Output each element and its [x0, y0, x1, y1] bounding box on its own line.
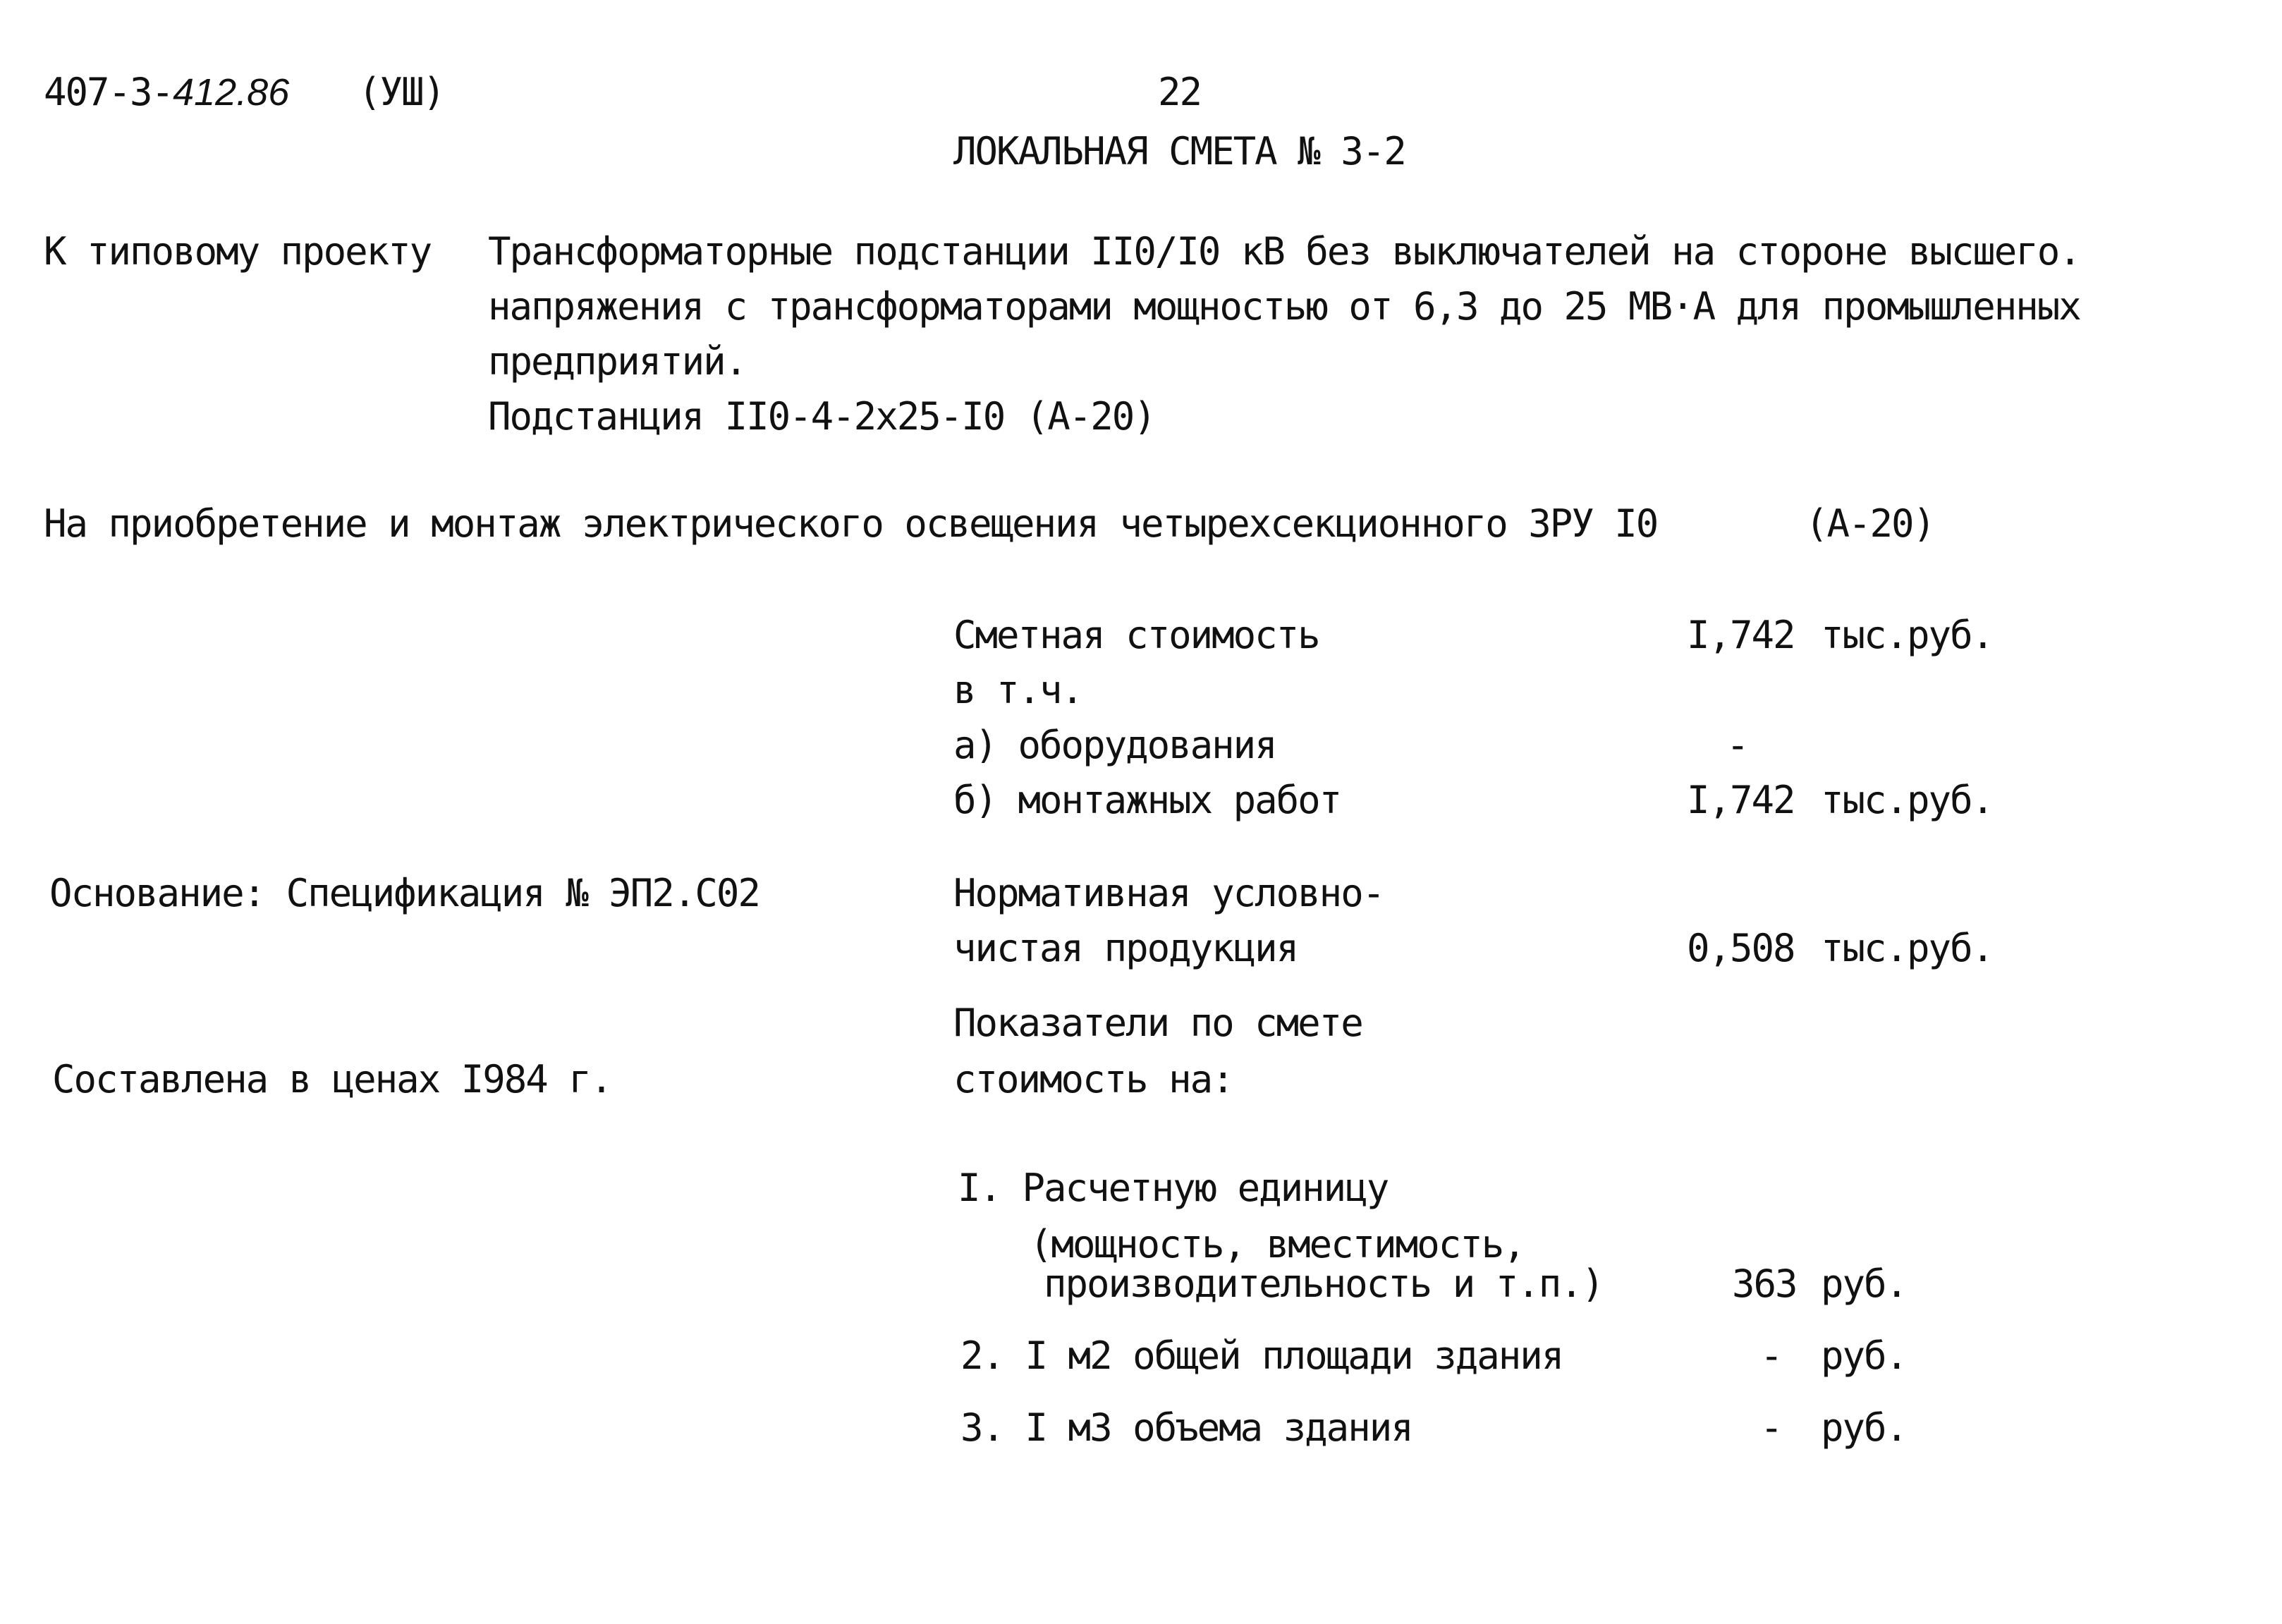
indicator-1-label: I. Расчетную единицу: [958, 1166, 1389, 1210]
indicator-1-value: 363: [1732, 1262, 1797, 1306]
indicator-1-sub-line-1: (мощность, вместимость,: [1030, 1222, 1525, 1266]
purpose-code: (А-20): [1805, 501, 1935, 546]
indicator-1-sub-line-2: производительность и т.п.): [1044, 1262, 1604, 1306]
indicator-3-value: -: [1760, 1405, 1782, 1450]
project-line-2: напряжения с трансформаторами мощностью от 6,3 до 25 МВ·А для промышленных: [488, 284, 2080, 329]
project-label: К типовому проекту: [44, 229, 432, 274]
normative-label-line-2: чистая продукция: [953, 926, 1298, 970]
indicator-3-unit: руб.: [1821, 1405, 1908, 1450]
estimated-cost-unit: тыс.руб.: [1821, 613, 1994, 657]
prices-text: Составлена в ценах I984 г.: [52, 1057, 612, 1101]
doc-code-printed: 407-3-: [44, 70, 173, 114]
normative-label-line-1: Нормативная условно-: [953, 871, 1384, 915]
project-line-1: Трансформаторные подстанции II0/I0 кВ без выключателей на стороне высшего.: [488, 229, 2080, 274]
doc-code-handwritten: 412.86: [173, 71, 290, 114]
indicator-2-value: -: [1760, 1333, 1782, 1378]
indicators-heading-2: стоимость на:: [953, 1057, 1233, 1101]
indicator-1-unit: руб.: [1821, 1262, 1908, 1306]
normative-unit: тыс.руб.: [1821, 926, 1994, 970]
page-number: 22: [1158, 70, 1202, 114]
project-line-4: Подстанция II0-4-2x25-I0 (А-20): [488, 394, 1155, 439]
indicator-2-unit: руб.: [1821, 1333, 1908, 1378]
equipment-value: -: [1726, 723, 1748, 767]
project-line-3: предприятий.: [488, 339, 747, 384]
doc-code: [44, 70, 290, 114]
estimated-cost-value: I,742: [1687, 613, 1795, 657]
including-label: в т.ч.: [953, 668, 1083, 712]
indicator-3-label: 3. I м3 объема здания: [960, 1405, 1412, 1450]
indicator-2-label: 2. I м2 общей площади здания: [960, 1333, 1563, 1378]
equipment-label: а) оборудования: [953, 723, 1276, 767]
volume-label: (УШ): [358, 70, 445, 114]
normative-value: 0,508: [1687, 926, 1795, 970]
installation-value: I,742: [1687, 778, 1795, 822]
indicators-heading-1: Показатели по смете: [953, 1001, 1362, 1045]
page-title: ЛОКАЛЬНАЯ СМЕТА № 3-2: [953, 129, 1405, 173]
purpose-text: На приобретение и монтаж электрического освещения четырехсекционного ЗРУ I0: [44, 501, 1658, 546]
installation-unit: тыс.руб.: [1821, 778, 1994, 822]
installation-label: б) монтажных работ: [953, 778, 1341, 822]
estimated-cost-label: Сметная стоимость: [953, 613, 1319, 657]
basis-text: Основание: Спецификация № ЭП2.С02: [49, 871, 759, 915]
